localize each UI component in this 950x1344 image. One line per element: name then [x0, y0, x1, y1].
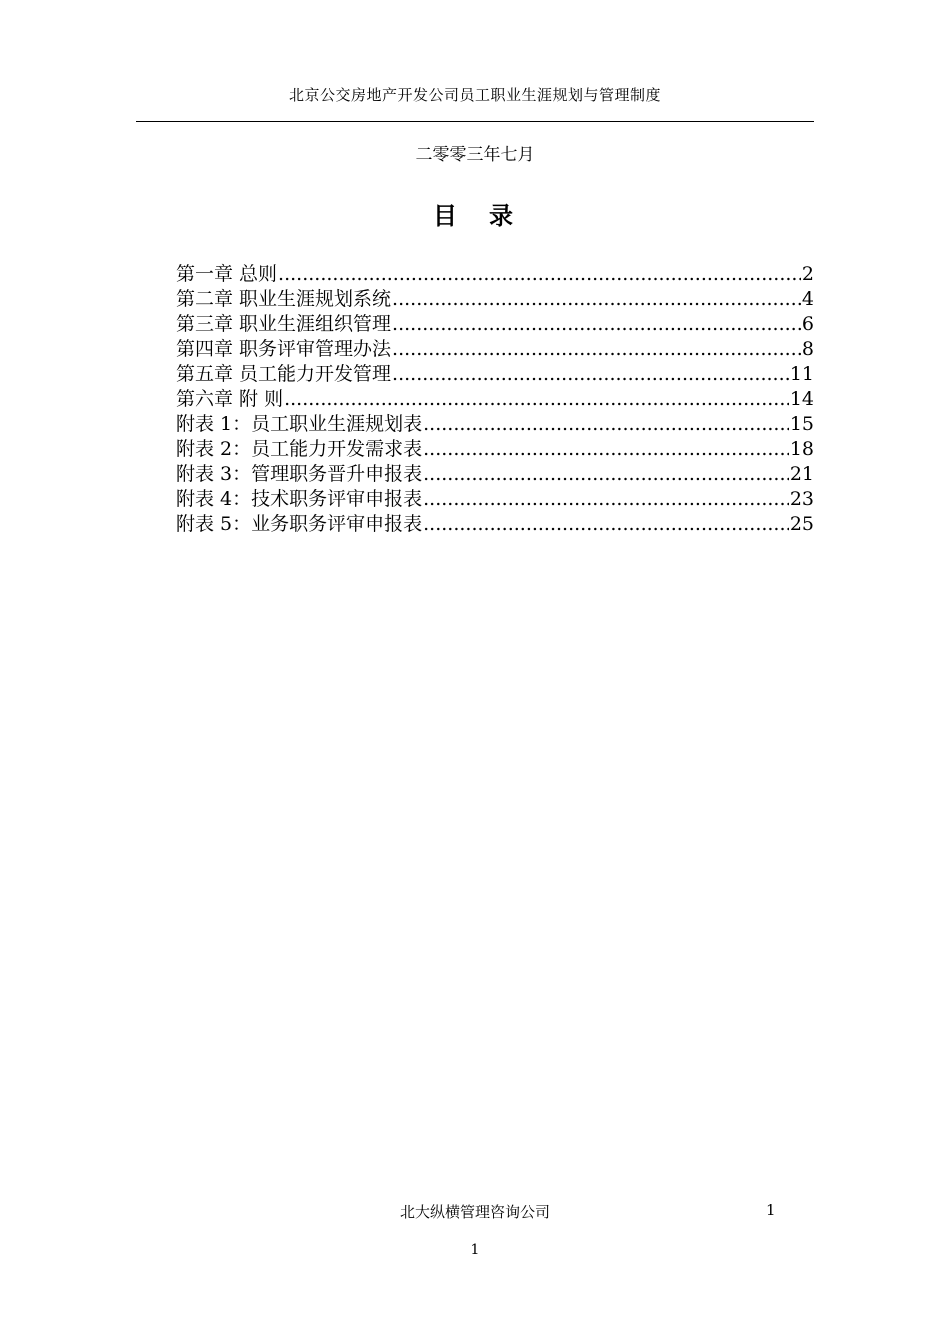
toc-entry[interactable] — [176, 387, 814, 412]
toc-entry[interactable] — [176, 312, 814, 337]
page-number: 1 — [470, 1242, 480, 1258]
toc-entry-label: 附表 5：业务职务评审申报表 — [176, 513, 423, 535]
toc-entry-label: 第一章 总则 — [176, 263, 278, 285]
toc-entry-page: 21 — [789, 463, 814, 485]
toc-entry[interactable] — [176, 412, 814, 437]
toc-entry-label: 附表 3：管理职务晋升申报表 — [176, 463, 423, 485]
footer-company: 北大纵横管理咨询公司 — [399, 1203, 550, 1221]
toc-dot-leader — [392, 362, 789, 387]
toc-entry-page: 25 — [789, 513, 814, 535]
toc-entry-label: 附表 4：技术职务评审申报表 — [176, 488, 423, 510]
toc-entry-page: 6 — [801, 313, 814, 335]
toc-entry-label: 第六章 附 则 — [176, 388, 284, 410]
toc-entry-label: 第五章 员工能力开发管理 — [176, 363, 392, 385]
toc-entry-page: 14 — [789, 388, 814, 410]
toc-entry[interactable] — [176, 262, 814, 287]
toc-entry-page: 2 — [801, 263, 814, 285]
toc-dot-leader — [423, 512, 789, 537]
toc-entry-page: 4 — [801, 288, 814, 310]
toc-entry[interactable] — [176, 487, 814, 512]
toc-entry-label: 第二章 职业生涯规划系统 — [176, 288, 392, 310]
toc-dot-leader — [423, 487, 789, 512]
toc-entry-page: 15 — [789, 413, 814, 435]
toc-entry-page: 18 — [789, 438, 814, 460]
toc-entry-label: 第三章 职业生涯组织管理 — [176, 313, 392, 335]
document-date: 二零零三年七月 — [415, 145, 535, 165]
toc-entry[interactable] — [176, 512, 814, 537]
toc-entry-label: 附表 2：员工能力开发需求表 — [176, 438, 423, 460]
toc-dot-leader — [278, 262, 801, 287]
footer-page-number: 1 — [766, 1201, 776, 1219]
toc-entry-label: 附表 1：员工职业生涯规划表 — [176, 413, 423, 435]
toc-entry-page: 23 — [789, 488, 814, 510]
toc-dot-leader — [392, 337, 801, 362]
toc-entry[interactable] — [176, 437, 814, 462]
table-of-contents — [176, 262, 814, 537]
toc-entry-page: 8 — [801, 338, 814, 360]
toc-dot-leader — [423, 462, 789, 487]
toc-entry[interactable] — [176, 287, 814, 312]
toc-entry[interactable] — [176, 462, 814, 487]
toc-entry[interactable] — [176, 362, 814, 387]
toc-entry[interactable] — [176, 337, 814, 362]
toc-heading: 目 录 — [433, 202, 517, 230]
toc-dot-leader — [423, 412, 789, 437]
toc-entry-label: 第四章 职务评审管理办法 — [176, 338, 392, 360]
header-rule — [136, 121, 814, 122]
toc-dot-leader — [392, 287, 801, 312]
toc-dot-leader — [423, 437, 789, 462]
header-title: 北京公交房地产开发公司员工职业生涯规划与管理制度 — [288, 86, 661, 104]
toc-entry-page: 11 — [789, 363, 814, 385]
toc-dot-leader — [284, 387, 789, 412]
toc-dot-leader — [392, 312, 801, 337]
